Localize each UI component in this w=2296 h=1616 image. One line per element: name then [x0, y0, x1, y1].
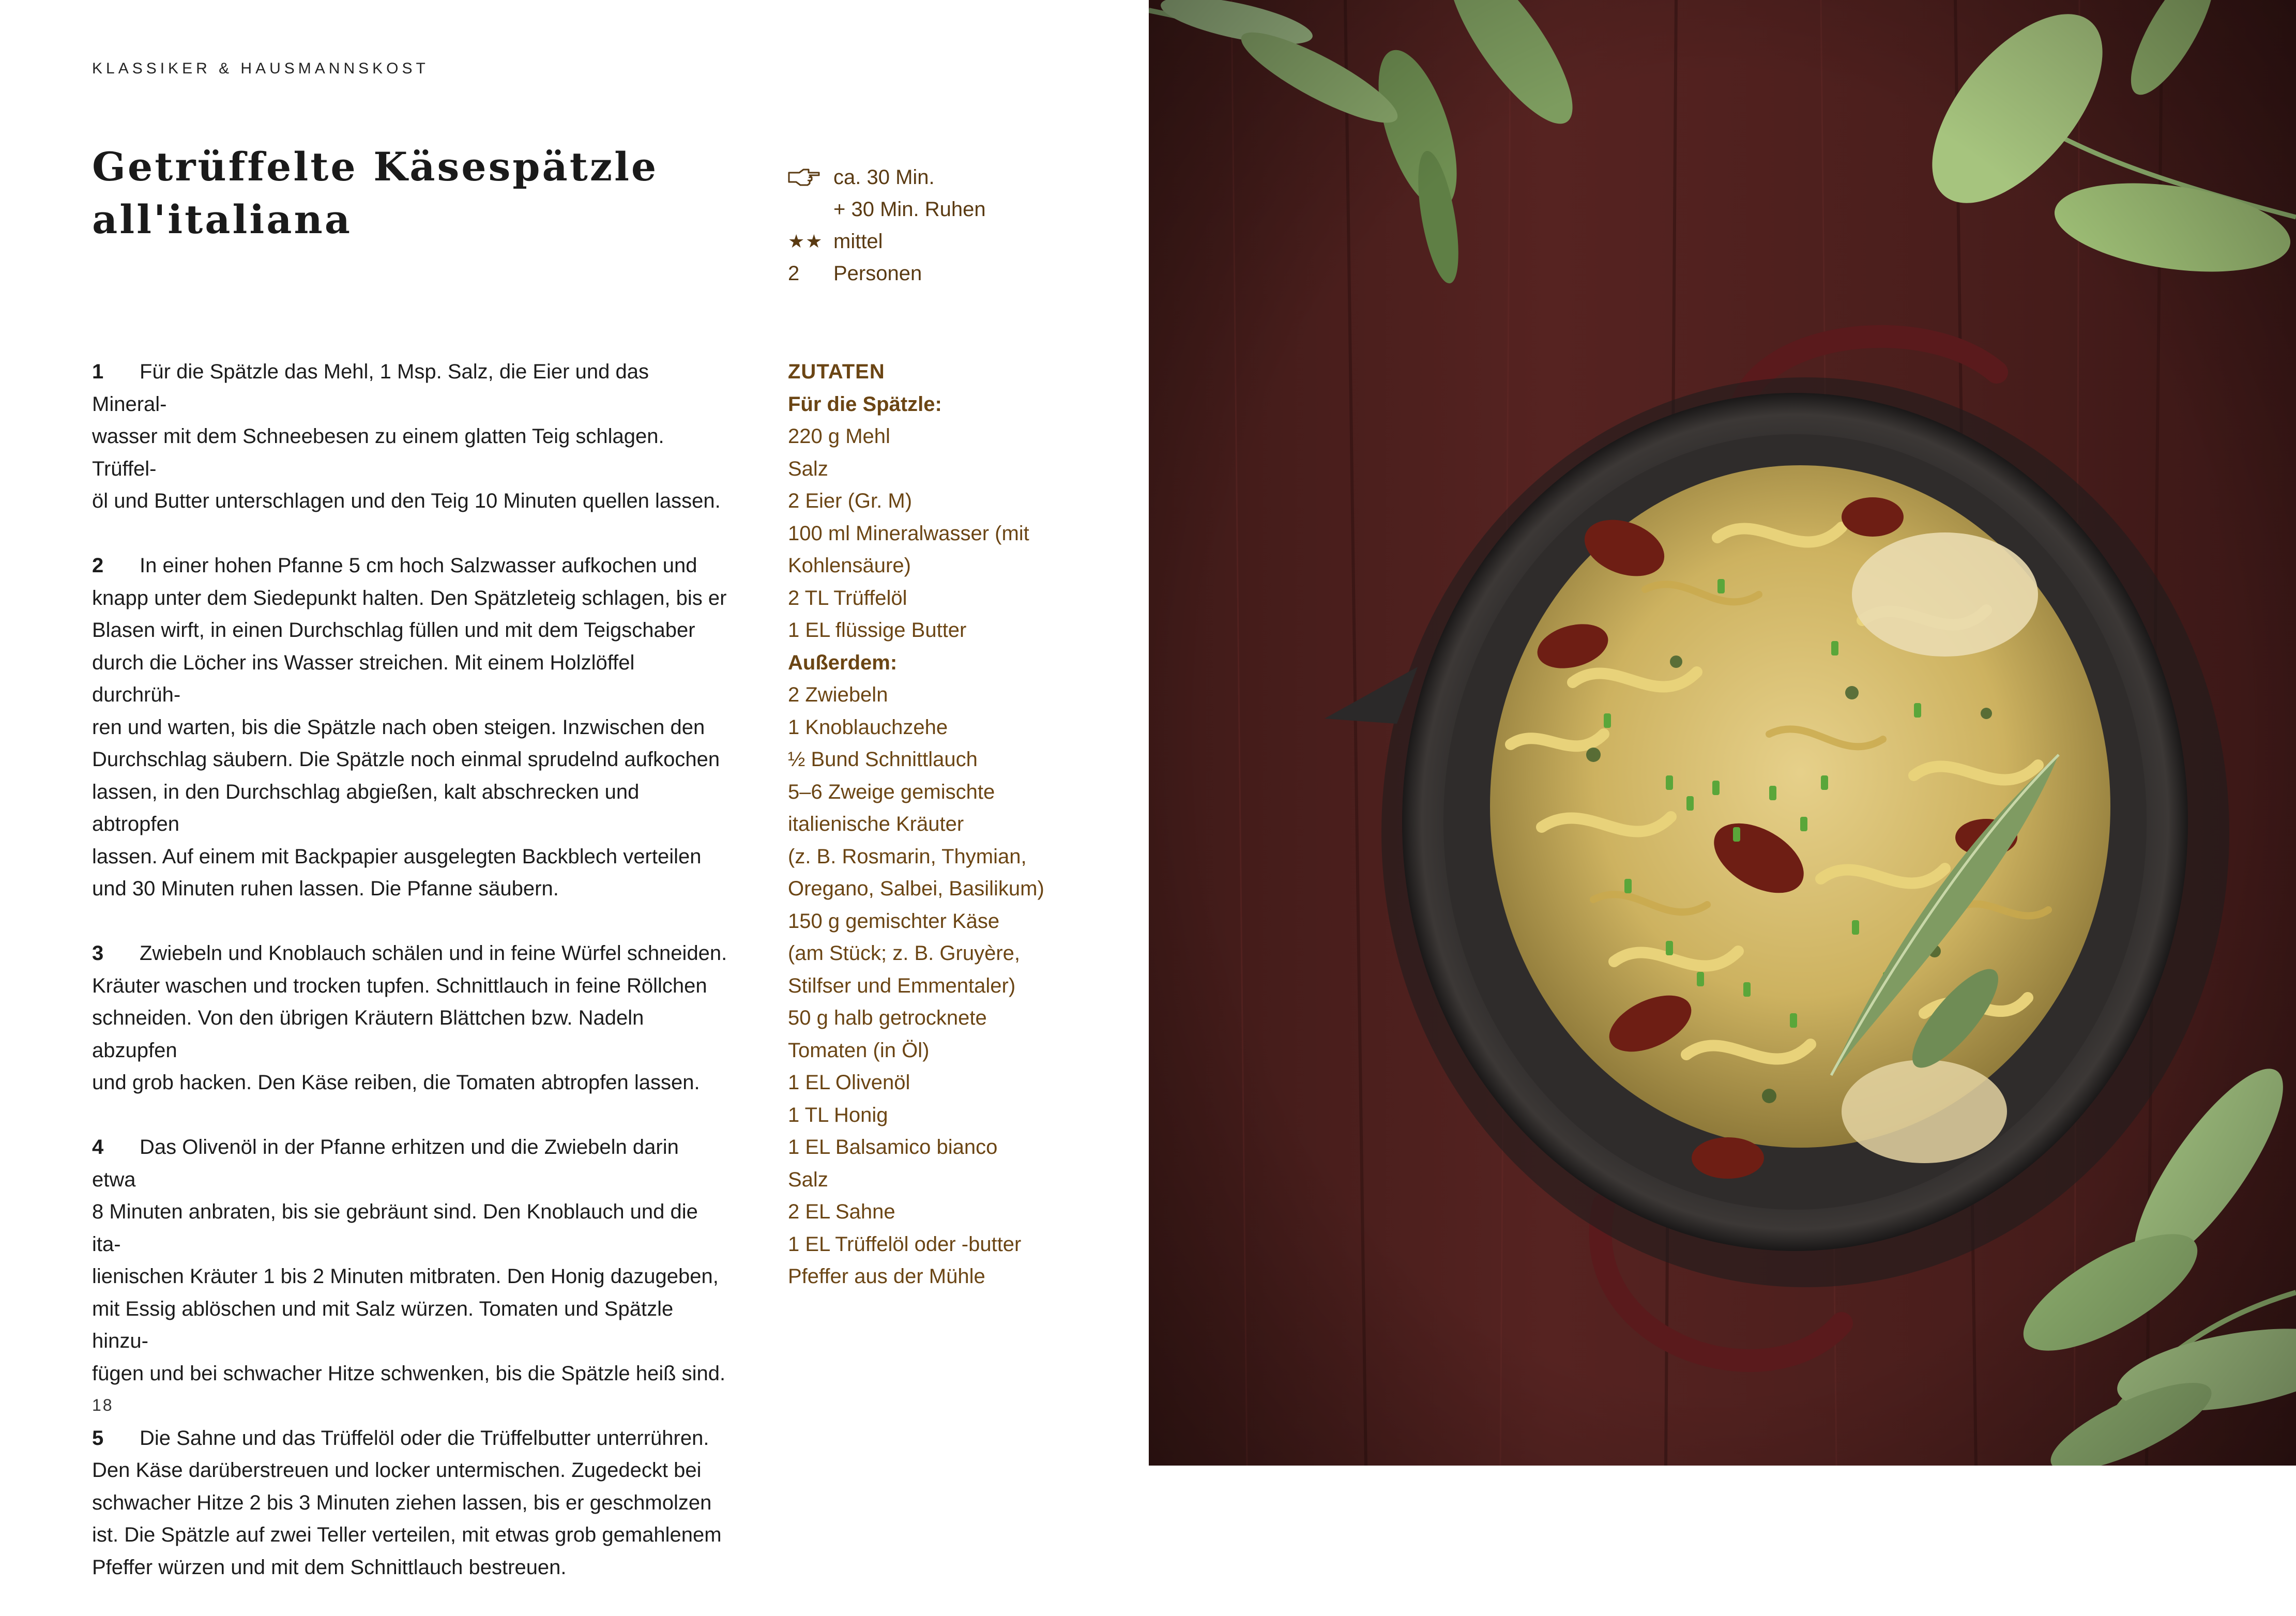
step-2	[92, 550, 728, 905]
ingredient-item: 150 g gemischter Käse	[788, 909, 1000, 933]
step-text-line: durch die Löcher ins Wasser streichen. Mit einem Holzlöffel durchrüh-	[92, 651, 635, 706]
step-text-line: Den Käse darüberstreuen und locker untermischen. Zugedeckt bei	[92, 1459, 702, 1482]
prep-time-value: ca. 30 Min.	[833, 166, 935, 189]
step-text-line: lassen. Auf einem mit Backpapier ausgelegten Backblech verteilen	[92, 845, 702, 868]
ingredient-item: 1 Knoblauchzehe	[788, 715, 948, 739]
difficulty-value: mittel	[833, 230, 883, 253]
step-1	[92, 356, 728, 517]
step-text-line: schwacher Hitze 2 bis 3 Minuten ziehen lassen, bis er geschmolzen	[92, 1491, 712, 1514]
ingredient-group-title: Für die Spätzle:	[788, 392, 942, 416]
step-text-line: lassen, in den Durchschlag abgießen, kalt abschrecken und abtropfen	[92, 780, 640, 835]
ingredient-item: 100 ml Mineralwasser (mit	[788, 522, 1029, 545]
step-text-line: 8 Minuten anbraten, bis sie gebräunt sind. Den Knoblauch und die ita-	[92, 1200, 698, 1256]
ingredient-group-title: Außerdem:	[788, 651, 898, 674]
step-text-line: ist. Die Spätzle auf zwei Teller verteilen, mit etwas grob gemahlenem	[92, 1523, 722, 1546]
step-text-line: Blasen wirft, in einen Durchschlag füllen und mit dem Teigschaber	[92, 619, 695, 642]
step-text-line: ren und warten, bis die Spätzle nach oben steigen. Inzwischen den	[92, 715, 705, 739]
step-text-line: wasser mit dem Schneebesen zu einem glatten Teig schlagen. Trüffel-	[92, 425, 664, 480]
recipe-title-line-2: all'italiana	[92, 196, 352, 242]
step-text-line: öl und Butter unterschlagen und den Teig 10 Minuten quellen lassen.	[92, 490, 721, 512]
ingredients-heading: ZUTATEN	[788, 360, 885, 383]
step-4	[92, 1131, 728, 1390]
step-text-line: Zwiebeln und Knoblauch schälen und in feine Würfel schneiden.	[140, 942, 727, 965]
step-text-line: lienischen Kräuter 1 bis 2 Minuten mitbraten. Den Honig dazugeben,	[92, 1265, 719, 1288]
ingredient-item: ½ Bund Schnittlauch	[788, 748, 978, 771]
chapter-label: KLASSIKER & HAUSMANNSKOST	[92, 60, 429, 77]
ingredient-item: 220 g Mehl	[788, 425, 890, 448]
ingredient-item: (am Stück; z. B. Gruyère,	[788, 942, 1021, 965]
recipe-title-line-1: Getrüffelte Käsespätzle	[92, 144, 659, 190]
step-5	[92, 1422, 728, 1584]
ingredient-item: 1 EL Trüffelöl oder -butter	[788, 1232, 1022, 1256]
ingredient-item: 1 EL Balsamico bianco	[788, 1136, 998, 1158]
step-number: 5	[92, 1426, 104, 1450]
step-number: 2	[92, 554, 104, 577]
page-number: 18	[92, 1396, 114, 1414]
ingredient-item: italienische Kräuter	[788, 813, 964, 835]
ingredient-item: (z. B. Rosmarin, Thymian,	[788, 845, 1027, 868]
recipe-meta	[788, 161, 1077, 289]
step-text-line: und 30 Minuten ruhen lassen. Die Pfanne säubern.	[92, 877, 559, 900]
ingredient-item: Salz	[788, 1168, 828, 1191]
step-text-line: fügen und bei schwacher Hitze schwenken, bis die Spätzle heiß sind.	[92, 1362, 726, 1385]
step-text-line: In einer hohen Pfanne 5 cm hoch Salzwasser aufkochen und	[140, 554, 697, 577]
step-number: 4	[92, 1136, 104, 1158]
star-rating-icon: ★★	[788, 231, 824, 252]
step-text-line: Für die Spätzle das Mehl, 1 Msp. Salz, die Eier und das Mineral-	[92, 360, 649, 416]
ingredient-item: 2 Eier (Gr. M)	[788, 490, 913, 512]
ingredient-item: Salz	[788, 457, 828, 480]
ingredient-item: Pfeffer aus der Mühle	[788, 1265, 985, 1288]
ingredient-item: 2 EL Sahne	[788, 1200, 895, 1223]
servings-label: Personen	[833, 262, 922, 285]
ingredient-item: Kohlensäure)	[788, 554, 911, 577]
ingredient-item: Tomaten (in Öl)	[788, 1039, 930, 1062]
step-text-line: Die Sahne und das Trüffelöl oder die Trüffelbutter unterrühren.	[140, 1426, 709, 1450]
ingredient-item: 1 TL Honig	[788, 1103, 888, 1126]
step-text-line: Kräuter waschen und trocken tupfen. Schnittlauch in feine Röllchen	[92, 974, 707, 997]
recipe-title	[92, 141, 764, 246]
step-text-line: Durchschlag säubern. Die Spätzle noch einmal sprudelnd aufkochen	[92, 748, 720, 771]
step-3	[92, 937, 728, 1099]
step-text-line: schneiden. Von den übrigen Kräutern Blättchen bzw. Nadeln abzupfen	[92, 1007, 644, 1062]
step-text-line: knapp unter dem Siedepunkt halten. Den Spätzleteig schlagen, bis er	[92, 586, 727, 609]
rest-time	[788, 193, 1077, 225]
difficulty	[788, 225, 1077, 257]
ingredient-item: Stilfser und Emmentaler)	[788, 974, 1016, 997]
servings-count: 2	[788, 262, 800, 285]
instructions	[92, 356, 728, 1616]
pointing-hand-icon	[788, 161, 833, 193]
ingredient-item: 1 EL Olivenöl	[788, 1071, 910, 1094]
step-number: 1	[92, 360, 104, 383]
ingredient-item: 50 g halb getrocknete	[788, 1007, 987, 1029]
step-text-line: mit Essig ablöschen und mit Salz würzen. Tomaten und Spätzle hinzu-	[92, 1297, 674, 1352]
ingredient-list	[788, 356, 1098, 1293]
step-text-line: Das Olivenöl in der Pfanne erhitzen und die Zwiebeln darin etwa	[92, 1136, 679, 1191]
food-photo	[1149, 0, 2296, 1466]
servings	[788, 257, 1077, 289]
prep-time	[788, 161, 1077, 193]
step-text-line: und grob hacken. Den Käse reiben, die Tomaten abtropfen lassen.	[92, 1071, 700, 1094]
text-page	[0, 0, 1149, 1579]
ingredient-item: 1 EL flüssige Butter	[788, 619, 967, 642]
ingredient-item: 2 TL Trüffelöl	[788, 586, 907, 609]
step-text-line: Pfeffer würzen und mit dem Schnittlauch bestreuen.	[92, 1556, 567, 1579]
ingredient-item: 5–6 Zweige gemischte	[788, 780, 995, 803]
ingredient-item: 2 Zwiebeln	[788, 683, 888, 706]
ingredient-item: Oregano, Salbei, Basilikum)	[788, 877, 1044, 900]
step-number: 3	[92, 942, 104, 965]
rest-time-value: + 30 Min. Ruhen	[833, 198, 986, 221]
